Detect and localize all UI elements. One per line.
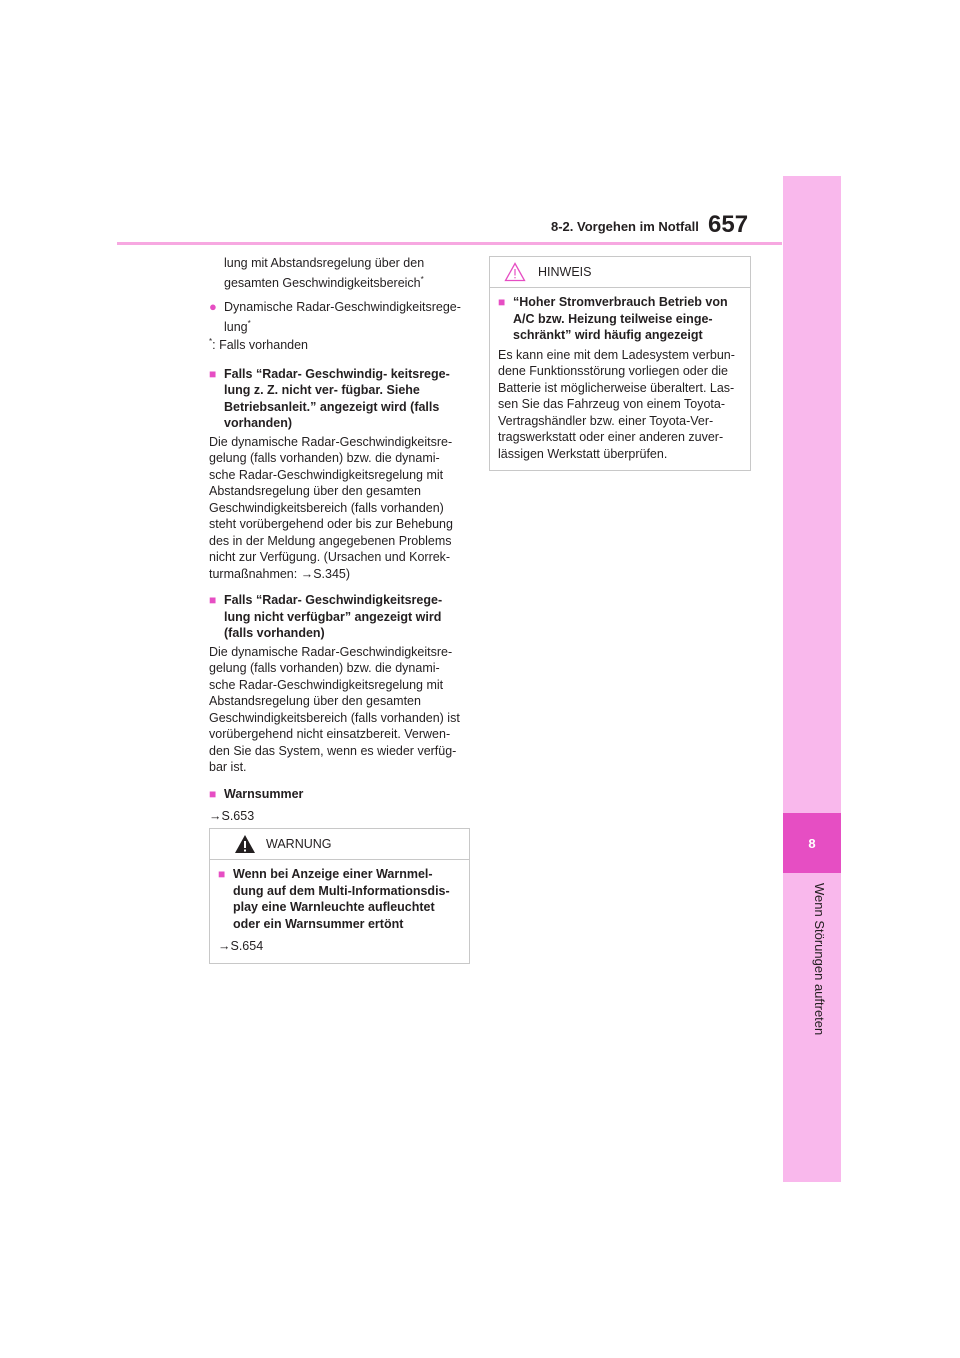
box-body-text — [498, 347, 742, 463]
body-line: steht vorübergehend oder bis zur Behebung — [209, 517, 453, 531]
body-line: Die dynamische Radar-Geschwindigkeitsre- — [209, 434, 453, 449]
heading-line: schränkt” wird häufig angezeigt — [513, 328, 703, 342]
section-heading — [209, 366, 471, 432]
body-line: Geschwindigkeitsbereich (falls vorhanden) ist — [209, 710, 460, 725]
heading-line: “Hoher Stromverbrauch Betrieb von — [513, 295, 728, 309]
body-line: Abstandsregelung über den gesamten — [209, 694, 421, 708]
body-line: Abstandsregelung über den gesamten — [209, 484, 421, 498]
body-line: sche Radar-Geschwindigkeitsregelung mit — [209, 467, 444, 482]
heading-line: Falls “Radar- Geschwindig- keitsrege- — [224, 366, 450, 381]
footnote-marker: * — [209, 336, 213, 346]
body-line: vorübergehend nicht einsatzbereit. Verwen- — [209, 727, 451, 741]
body-line: dene Funktionsstörung vorliegen oder die — [498, 364, 729, 378]
heading-line: Betriebsanleit.” angezeigt wird (falls — [224, 399, 440, 414]
warning-triangle-icon — [234, 834, 256, 854]
body-line: Vertragshändler bzw. einer Toyota-Ver- — [498, 413, 714, 428]
notice-triangle-icon — [504, 262, 526, 282]
heading-line: lung z. Z. nicht ver- fügbar. Siehe — [224, 383, 420, 397]
text-line: lung mit Abstandsregelung über den — [224, 256, 425, 270]
text-line: Dynamische Radar-Geschwindigkeitsrege- — [224, 300, 461, 314]
body-line: sche Radar-Geschwindigkeitsregelung mit — [209, 677, 444, 692]
list-item — [209, 299, 471, 335]
footnote-marker: * — [420, 274, 424, 284]
text-line: gesamten Geschwindigkeitsbereich — [224, 275, 421, 290]
page-reference: →S.654 — [218, 939, 264, 953]
body-line: gelung (falls vorhanden) bzw. die dynami- — [209, 451, 440, 465]
notice-box — [489, 256, 751, 471]
warning-box-title: WARNUNG — [266, 836, 332, 851]
heading-line: Falls “Radar- Geschwindigkeitsrege- — [224, 593, 443, 607]
heading-line: Wenn bei Anzeige einer Warnmel- — [233, 867, 433, 881]
body-line: lässigen Werkstatt überprüfen. — [498, 446, 668, 461]
heading-line: play eine Warnleuchte aufleuchtet — [233, 900, 435, 914]
section-heading — [209, 592, 471, 642]
square-bullet-icon: ■ — [209, 366, 217, 381]
square-bullet-icon: ■ — [209, 593, 217, 607]
footnote-marker: * — [247, 318, 251, 328]
notice-box-header — [490, 257, 750, 288]
body-line: gelung (falls vorhanden) bzw. die dynami- — [209, 661, 440, 675]
left-column — [209, 255, 471, 825]
section-heading — [209, 786, 471, 803]
body-line: den Sie das System, wenn es wieder verfüg- — [209, 743, 457, 758]
body-line: des in der Meldung angegebenen Problems — [209, 533, 452, 548]
square-bullet-icon: ■ — [218, 867, 226, 881]
chapter-title: Wenn Störungen auftreten — [812, 883, 827, 1036]
body-line: bar ist. — [209, 760, 247, 774]
heading-line: vorhanden) — [224, 416, 293, 430]
section-body — [209, 644, 471, 776]
heading-line: (falls vorhanden) — [224, 626, 325, 640]
page-reference: →S.653 — [209, 809, 255, 823]
heading-line: oder ein Warnsummer ertönt — [233, 916, 404, 931]
warning-box-header — [210, 829, 469, 860]
body-line: sen Sie das Fahrzeug von einem Toyota- — [498, 397, 725, 411]
chapter-number: 8 — [783, 813, 841, 873]
circle-bullet-icon: ● — [209, 299, 217, 314]
square-bullet-icon: ■ — [209, 786, 217, 801]
body-line: nicht zur Verfügung. (Ursachen und Korrek- — [209, 550, 451, 564]
heading-line: Warnsummer — [224, 786, 304, 801]
heading-line: lung nicht verfügbar” angezeigt wird — [224, 609, 442, 624]
footnote-text: : Falls vorhanden — [212, 338, 309, 352]
box-heading — [218, 866, 461, 932]
body-line: turmaßnahmen: →S.345) — [209, 566, 351, 581]
body-line: tragswerkstatt oder einer anderen zuver- — [498, 430, 724, 444]
section-body — [209, 434, 471, 583]
body-line: Geschwindigkeitsbereich (falls vorhanden) — [209, 500, 444, 515]
body-line: Es kann eine mit dem Ladesystem verbun- — [498, 347, 735, 362]
page-number: 657 — [708, 211, 749, 238]
box-heading — [498, 294, 742, 344]
text-line: lung — [224, 319, 248, 334]
section-title: 8-2. Vorgehen im Notfall — [551, 219, 699, 234]
notice-box-title: HINWEIS — [538, 264, 592, 279]
heading-line: dung auf dem Multi-Informationsdis- — [233, 883, 450, 898]
header-rule — [117, 242, 782, 245]
heading-line: A/C bzw. Heizung teilweise einge- — [513, 311, 713, 326]
body-line: Die dynamische Radar-Geschwindigkeitsre- — [209, 644, 453, 659]
warning-box — [209, 828, 470, 964]
body-line: Batterie ist möglicherweise überaltert. Las- — [498, 380, 735, 395]
square-bullet-icon: ■ — [498, 295, 506, 309]
